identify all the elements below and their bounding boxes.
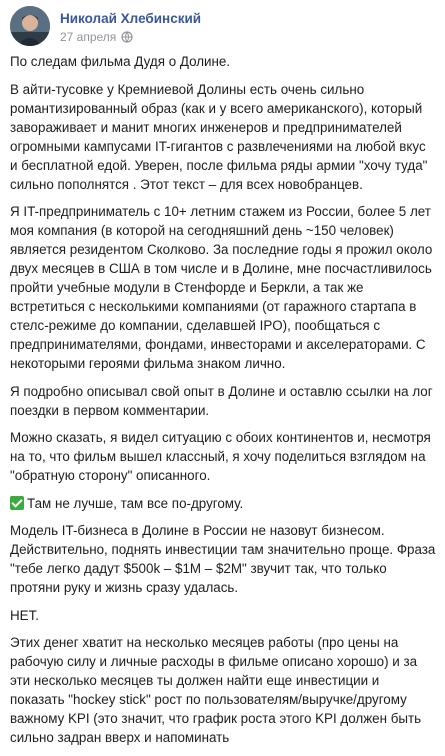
- post-paragraph: Я IT-предприниматель с 10+ летним стажем из России, более 5 лет моя компания (в которой на сегодняшний день ~150 человек) является резидентом Сколково. За последние годы я прожил около двух месяцев в США в том числе и в Долине, мне посчастливилось пройти учебные модули в Стенфорде и Беркли, а так же встретиться с несколькими компаниями (от гаражного стартапа в стелс-режиме до компании, сделавшей IPO), пообщаться с предпринимателями, фондами, инвесторами и акселераторами. С некоторыми героями фильма знаком лично.: [10, 204, 433, 371]
- check-text: Там не лучше, там все по-другому.: [27, 495, 244, 511]
- post-paragraph: Я подробно описывал свой опыт в Долине и оставлю ссылки на лог поездки в первом комментарии.: [10, 383, 433, 418]
- post-date[interactable]: 27 апреля: [60, 30, 117, 44]
- post-meta: [60, 30, 133, 44]
- post-paragraph: По следам фильма Дудя о Долине.: [10, 54, 231, 69]
- avatar[interactable]: [10, 6, 50, 46]
- post-paragraph: НЕТ.: [10, 607, 40, 623]
- post-paragraph: Этих денег хватит на несколько месяцев работы (про цены на рабочую силу и личные расходы в фильме описано хорошо) и за эти несколько месяцев ты должен найти еще инвестиции и показать "hockey stick" рост по пользователям/выручке/другому важному KPI (это значит, что график роста этого KPI должен быть сильно задран вверх и напоминать: [10, 635, 422, 745]
- post-header: [10, 6, 435, 50]
- post-body: [10, 52, 436, 756]
- author-name[interactable]: Николай Хлебинский: [60, 11, 202, 26]
- globe-icon: [121, 31, 133, 43]
- post-paragraph: В айти-тусовке у Кремниевой Долины есть очень сильно романтизированный образ (как и у всего американского), который завораживает и манит многих инженеров и предпринимателей огромными кампусами IT-гигантов с развлечениями на любой вкус и бесплатной едой. Уверен, после фильма ряды армии "хочу туда" сильно пополнятся . Этот текст – для всех новобранцев.: [10, 81, 428, 192]
- check-mark-icon: [10, 496, 24, 510]
- post-paragraph: Можно сказать, я видел ситуацию с обоих континентов и, несмотря на то, что фильм вышел классный, я хочу поделиться взглядом на "обратную сторону" описанного.: [10, 430, 431, 483]
- post-paragraph-check: [10, 494, 436, 513]
- avatar-image: [10, 6, 50, 46]
- post-paragraph: Модель IT-бизнеса в Долине в России не назовут бизнесом. Действительно, поднять инвестиции там значительно проще. Фраза "тебе легко дадут $500k – $1M – $2M" звучит так, что только протяни руку и жизнь сразу удалась.: [10, 523, 436, 595]
